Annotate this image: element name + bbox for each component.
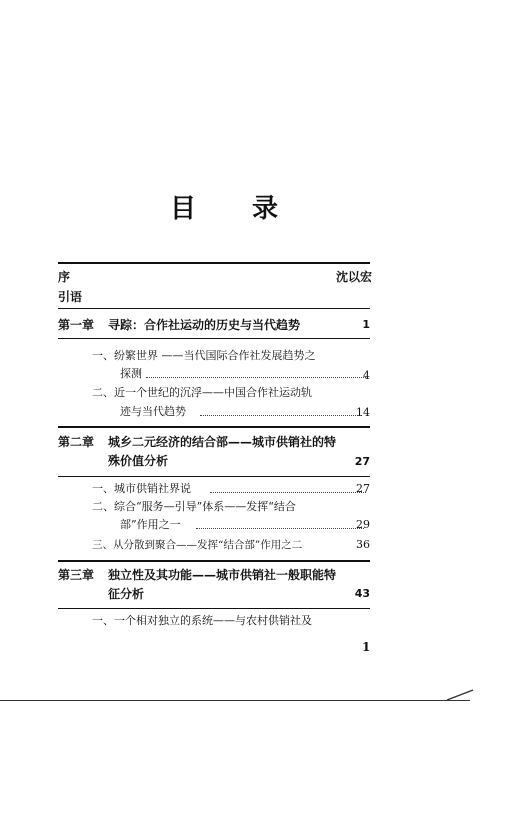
rule-after-chapter-3-title	[58, 608, 370, 609]
chapter-2-section-1-page: 27	[356, 482, 370, 495]
chapter-1-section-2-line1: 二、近一个世纪的沉浮——中国合作社运动轨	[92, 386, 312, 399]
chapter-1-page: 1	[362, 318, 370, 331]
chapter-3-title-line2: 征分析	[108, 587, 145, 601]
rule-after-chapter-2-title	[58, 476, 370, 477]
chapter-3-page: 43	[354, 587, 370, 600]
chapter-1-section-2-line2: 迹与当代趋势	[120, 405, 186, 418]
chapter-2-label: 第二章	[58, 435, 95, 449]
chapter-1-title: 寻踪：合作社运动的历史与当代趋势	[108, 318, 301, 332]
chapter-2-section-2-line2: 部”作用之一	[120, 518, 181, 531]
toc-entry-preface: 序	[58, 270, 71, 284]
chapter-1-section-1-page: 4	[363, 369, 370, 382]
chapter-3-section-1-line1: 一、一个相对独立的系统——与农村供销社及	[92, 614, 312, 627]
bottom-scan-line	[0, 700, 470, 701]
chapter-1-label: 第一章	[58, 318, 95, 332]
chapter-2-section-3-line1: 三、从分散到聚合——发挥“结合部”作用之二	[92, 539, 303, 551]
rule-before-chapter-2	[58, 426, 370, 428]
chapter-1-section-1-leader	[146, 377, 366, 378]
title-char-1: 目	[170, 194, 197, 224]
chapter-2-title-line1: 城乡二元经济的结合部——城市供销社的特	[108, 435, 337, 449]
chapter-2-page: 27	[354, 455, 370, 468]
chapter-2-section-3-page: 36	[356, 538, 370, 551]
chapter-1-section-2-page: 14	[356, 406, 370, 419]
chapter-1-section-1-line2: 探测	[120, 367, 142, 380]
title-char-2: 录	[252, 194, 279, 224]
chapter-2-title-line2: 殊价值分析	[108, 454, 169, 468]
page-title	[170, 188, 278, 225]
chapter-2-section-1-line1: 一、城市供销社界说	[92, 482, 191, 495]
top-rule	[58, 262, 370, 264]
preface-author: 沈以宏	[336, 270, 373, 284]
chapter-2-section-2-leader	[196, 528, 364, 529]
chapter-1-section-2-leader	[200, 415, 362, 416]
rule-before-chapter-3	[58, 560, 370, 562]
chapter-3-label: 第三章	[58, 568, 95, 582]
scan-edge-mark	[445, 688, 475, 702]
chapter-3-title-line1: 独立性及其功能——城市供销社一般职能特	[108, 568, 337, 582]
page-number: 1	[362, 640, 371, 654]
rule-after-chapter-1-title	[58, 338, 370, 339]
chapter-2-section-2-line1: 二、综合“服务—引导”体系——发挥“结合	[92, 500, 296, 513]
rule-before-chapter-1	[58, 308, 370, 309]
chapter-1-section-1-line1: 一、纷繁世界 ——当代国际合作社发展趋势之	[92, 349, 316, 362]
toc-entry-intro: 引语	[58, 290, 83, 304]
chapter-2-section-2-page: 29	[356, 518, 370, 531]
